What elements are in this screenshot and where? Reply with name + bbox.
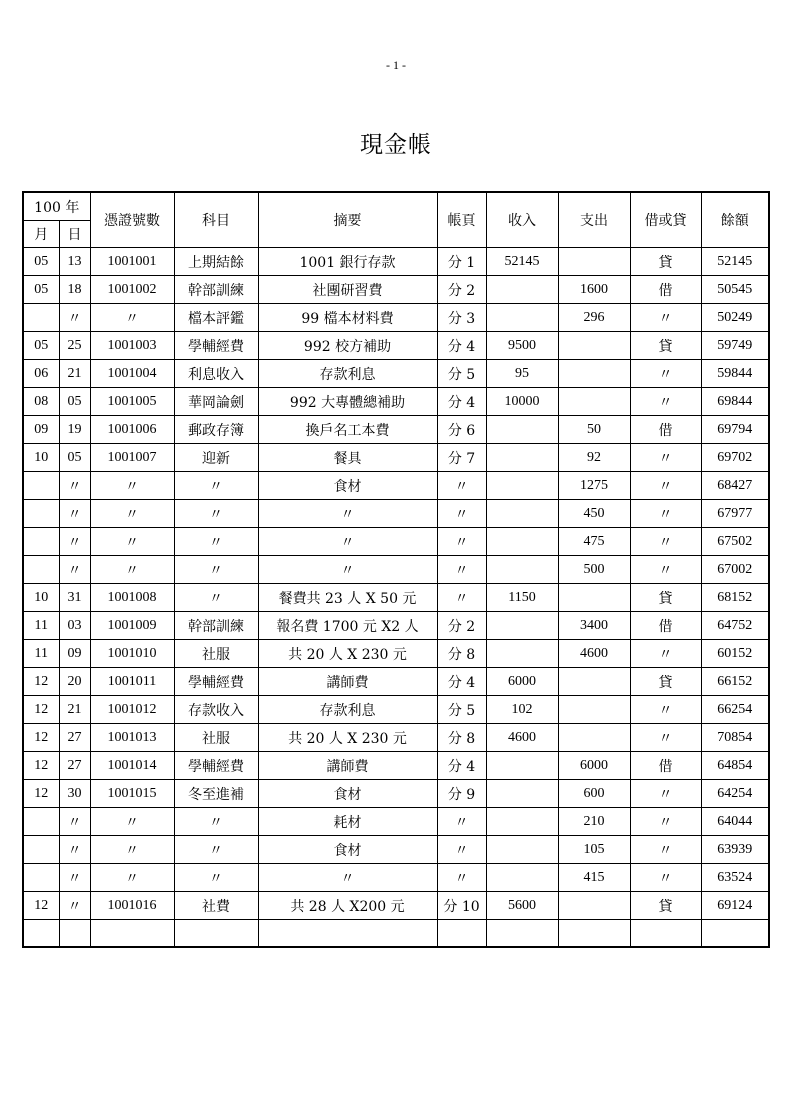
debit-credit-cell: 〃 (630, 500, 701, 528)
voucher-cell: 1001003 (90, 332, 174, 360)
income-cell: 102 (486, 696, 558, 724)
summary-cell: 共 20 人 X 230 元 (258, 640, 437, 668)
day-cell: 05 (59, 388, 90, 416)
subject-cell: 〃 (174, 500, 258, 528)
balance-cell: 67002 (701, 556, 769, 584)
summary-cell: 食材 (258, 472, 437, 500)
header-income: 收入 (486, 192, 558, 248)
subject-cell: 〃 (174, 864, 258, 892)
voucher-cell: 1001006 (90, 416, 174, 444)
balance-cell: 50249 (701, 304, 769, 332)
page-cell: 〃 (437, 584, 486, 612)
day-cell: 19 (59, 416, 90, 444)
income-cell (486, 864, 558, 892)
debit-credit-cell: 貸 (630, 248, 701, 276)
summary-cell: 存款利息 (258, 696, 437, 724)
debit-credit-cell: 〃 (630, 696, 701, 724)
voucher-cell: 1001013 (90, 724, 174, 752)
month-cell: 12 (23, 696, 59, 724)
income-cell (486, 500, 558, 528)
voucher-cell: 1001012 (90, 696, 174, 724)
subject-cell: 學輔經費 (174, 668, 258, 696)
day-cell: 〃 (59, 864, 90, 892)
header-day: 日 (59, 221, 90, 248)
debit-credit-cell: 〃 (630, 556, 701, 584)
subject-cell: 存款收入 (174, 696, 258, 724)
page-cell: 分 8 (437, 640, 486, 668)
month-cell (23, 920, 59, 947)
table-row (23, 584, 769, 612)
month-cell (23, 304, 59, 332)
voucher-cell: 1001008 (90, 584, 174, 612)
page-cell: 分 8 (437, 724, 486, 752)
expense-cell: 500 (558, 556, 630, 584)
subject-cell (174, 920, 258, 947)
summary-cell: 992 校方補助 (258, 332, 437, 360)
table-row (23, 472, 769, 500)
income-cell: 95 (486, 360, 558, 388)
summary-cell: 存款利息 (258, 360, 437, 388)
debit-credit-cell: 〃 (630, 472, 701, 500)
income-cell (486, 780, 558, 808)
debit-credit-cell: 貸 (630, 584, 701, 612)
table-row (23, 416, 769, 444)
debit-credit-cell: 貸 (630, 332, 701, 360)
income-cell: 6000 (486, 668, 558, 696)
day-cell: 13 (59, 248, 90, 276)
income-cell (486, 920, 558, 947)
debit-credit-cell: 借 (630, 276, 701, 304)
voucher-cell: 1001010 (90, 640, 174, 668)
balance-cell: 63939 (701, 836, 769, 864)
balance-cell: 69124 (701, 892, 769, 920)
income-cell: 1150 (486, 584, 558, 612)
expense-cell (558, 724, 630, 752)
income-cell (486, 612, 558, 640)
income-cell (486, 528, 558, 556)
income-cell (486, 640, 558, 668)
month-cell: 11 (23, 612, 59, 640)
summary-cell: 〃 (258, 528, 437, 556)
page-cell: 分 4 (437, 332, 486, 360)
header-month: 月 (23, 221, 59, 248)
table-row (23, 528, 769, 556)
subject-cell: 〃 (174, 472, 258, 500)
balance-cell: 67502 (701, 528, 769, 556)
header-summary: 摘要 (258, 192, 437, 248)
day-cell: 〃 (59, 472, 90, 500)
balance-cell: 69794 (701, 416, 769, 444)
balance-cell: 64752 (701, 612, 769, 640)
expense-cell (558, 584, 630, 612)
debit-credit-cell: 〃 (630, 808, 701, 836)
subject-cell: 幹部訓練 (174, 276, 258, 304)
voucher-cell: 1001016 (90, 892, 174, 920)
month-cell: 05 (23, 248, 59, 276)
balance-cell: 69844 (701, 388, 769, 416)
debit-credit-cell: 貸 (630, 892, 701, 920)
voucher-cell: 1001015 (90, 780, 174, 808)
debit-credit-cell: 〃 (630, 360, 701, 388)
voucher-cell: 〃 (90, 528, 174, 556)
subject-cell: 華岡論劍 (174, 388, 258, 416)
expense-cell: 450 (558, 500, 630, 528)
day-cell: 〃 (59, 892, 90, 920)
page-cell: 分 10 (437, 892, 486, 920)
page-cell: 分 1 (437, 248, 486, 276)
subject-cell: 幹部訓練 (174, 612, 258, 640)
expense-cell (558, 332, 630, 360)
table-body (23, 248, 769, 947)
voucher-cell: 1001007 (90, 444, 174, 472)
day-cell: 05 (59, 444, 90, 472)
day-cell: 03 (59, 612, 90, 640)
table-row (23, 640, 769, 668)
summary-cell: 耗材 (258, 808, 437, 836)
balance-cell: 64044 (701, 808, 769, 836)
expense-cell: 105 (558, 836, 630, 864)
page-cell: 〃 (437, 864, 486, 892)
debit-credit-cell: 借 (630, 612, 701, 640)
subject-cell: 迎新 (174, 444, 258, 472)
page-cell: 分 9 (437, 780, 486, 808)
debit-credit-cell: 〃 (630, 528, 701, 556)
expense-cell: 475 (558, 528, 630, 556)
balance-cell: 69702 (701, 444, 769, 472)
summary-cell: 〃 (258, 556, 437, 584)
voucher-cell: 〃 (90, 836, 174, 864)
expense-cell: 92 (558, 444, 630, 472)
table-row (23, 920, 769, 947)
debit-credit-cell: 〃 (630, 724, 701, 752)
table-row (23, 836, 769, 864)
subject-cell: 郵政存簿 (174, 416, 258, 444)
debit-credit-cell: 借 (630, 416, 701, 444)
month-cell: 10 (23, 584, 59, 612)
month-cell (23, 808, 59, 836)
voucher-cell: 1001011 (90, 668, 174, 696)
page-cell: 分 5 (437, 696, 486, 724)
table-header (23, 192, 769, 248)
balance-cell: 66152 (701, 668, 769, 696)
income-cell: 4600 (486, 724, 558, 752)
table-row (23, 500, 769, 528)
month-cell: 12 (23, 724, 59, 752)
summary-cell: 換戶名工本費 (258, 416, 437, 444)
header-page: 帳頁 (437, 192, 486, 248)
table-row (23, 360, 769, 388)
income-cell (486, 444, 558, 472)
subject-cell: 社服 (174, 724, 258, 752)
balance-cell: 60152 (701, 640, 769, 668)
expense-cell: 50 (558, 416, 630, 444)
table-row (23, 612, 769, 640)
month-cell: 08 (23, 388, 59, 416)
day-cell: 18 (59, 276, 90, 304)
month-cell: 12 (23, 668, 59, 696)
summary-cell: 講師費 (258, 752, 437, 780)
debit-credit-cell: 〃 (630, 444, 701, 472)
debit-credit-cell: 〃 (630, 836, 701, 864)
page-number: - 1 - (386, 58, 406, 72)
day-cell: 〃 (59, 556, 90, 584)
summary-cell: 992 大專體總補助 (258, 388, 437, 416)
debit-credit-cell: 〃 (630, 388, 701, 416)
income-cell (486, 276, 558, 304)
document-title: 現金帳 (360, 132, 432, 158)
balance-cell: 50545 (701, 276, 769, 304)
page-cell: 分 6 (437, 416, 486, 444)
table-row (23, 724, 769, 752)
table-row (23, 780, 769, 808)
month-cell: 05 (23, 332, 59, 360)
day-cell: 09 (59, 640, 90, 668)
subject-cell: 上期結餘 (174, 248, 258, 276)
day-cell: 21 (59, 696, 90, 724)
page-cell: 分 4 (437, 388, 486, 416)
subject-cell: 社費 (174, 892, 258, 920)
day-cell: 27 (59, 724, 90, 752)
voucher-cell: 〃 (90, 808, 174, 836)
voucher-cell: 1001005 (90, 388, 174, 416)
subject-cell: 〃 (174, 528, 258, 556)
table-row (23, 752, 769, 780)
day-cell: 〃 (59, 500, 90, 528)
table-row (23, 808, 769, 836)
voucher-cell: 1001014 (90, 752, 174, 780)
expense-cell: 6000 (558, 752, 630, 780)
summary-cell: 講師費 (258, 668, 437, 696)
voucher-cell: 〃 (90, 864, 174, 892)
debit-credit-cell: 〃 (630, 864, 701, 892)
expense-cell: 415 (558, 864, 630, 892)
debit-credit-cell: 〃 (630, 304, 701, 332)
cash-ledger-table (22, 191, 770, 948)
table-row (23, 892, 769, 920)
month-cell: 12 (23, 780, 59, 808)
month-cell: 11 (23, 640, 59, 668)
debit-credit-cell: 〃 (630, 640, 701, 668)
income-cell: 10000 (486, 388, 558, 416)
page-cell: 〃 (437, 808, 486, 836)
balance-cell: 64254 (701, 780, 769, 808)
income-cell (486, 752, 558, 780)
table-row (23, 864, 769, 892)
income-cell: 52145 (486, 248, 558, 276)
balance-cell: 66254 (701, 696, 769, 724)
day-cell: 27 (59, 752, 90, 780)
income-cell (486, 808, 558, 836)
table-row (23, 696, 769, 724)
voucher-cell: 1001002 (90, 276, 174, 304)
month-cell (23, 864, 59, 892)
day-cell: 〃 (59, 836, 90, 864)
expense-cell (558, 696, 630, 724)
month-cell: 09 (23, 416, 59, 444)
day-cell: 31 (59, 584, 90, 612)
balance-cell: 68427 (701, 472, 769, 500)
summary-cell: 1001 銀行存款 (258, 248, 437, 276)
debit-credit-cell (630, 920, 701, 947)
expense-cell: 1600 (558, 276, 630, 304)
page-cell: 〃 (437, 556, 486, 584)
table-row (23, 668, 769, 696)
day-cell: 〃 (59, 304, 90, 332)
summary-cell: 社團研習費 (258, 276, 437, 304)
subject-cell: 檔本評鑑 (174, 304, 258, 332)
expense-cell (558, 892, 630, 920)
page-cell: 分 3 (437, 304, 486, 332)
header-balance: 餘額 (701, 192, 769, 248)
day-cell: 30 (59, 780, 90, 808)
header-year: 100 年 (23, 192, 90, 221)
voucher-cell: 1001001 (90, 248, 174, 276)
summary-cell: 〃 (258, 500, 437, 528)
day-cell (59, 920, 90, 947)
page-cell: 〃 (437, 528, 486, 556)
header-expense: 支出 (558, 192, 630, 248)
month-cell (23, 500, 59, 528)
table-row (23, 388, 769, 416)
month-cell (23, 836, 59, 864)
table-row (23, 332, 769, 360)
balance-cell: 64854 (701, 752, 769, 780)
expense-cell (558, 248, 630, 276)
page-cell: 分 2 (437, 276, 486, 304)
summary-cell (258, 920, 437, 947)
page-cell: 分 7 (437, 444, 486, 472)
expense-cell: 296 (558, 304, 630, 332)
voucher-cell: 1001004 (90, 360, 174, 388)
table-row (23, 304, 769, 332)
balance-cell (701, 920, 769, 947)
page-cell: 分 4 (437, 668, 486, 696)
summary-cell: 餐具 (258, 444, 437, 472)
summary-cell: 食材 (258, 836, 437, 864)
balance-cell: 59844 (701, 360, 769, 388)
month-cell: 05 (23, 276, 59, 304)
page-cell: 分 5 (437, 360, 486, 388)
summary-cell: 共 20 人 X 230 元 (258, 724, 437, 752)
income-cell (486, 416, 558, 444)
voucher-cell: 〃 (90, 556, 174, 584)
income-cell (486, 836, 558, 864)
month-cell (23, 528, 59, 556)
subject-cell: 學輔經費 (174, 752, 258, 780)
balance-cell: 59749 (701, 332, 769, 360)
voucher-cell: 〃 (90, 304, 174, 332)
subject-cell: 社服 (174, 640, 258, 668)
income-cell (486, 556, 558, 584)
expense-cell (558, 360, 630, 388)
income-cell: 5600 (486, 892, 558, 920)
subject-cell: 利息收入 (174, 360, 258, 388)
balance-cell: 63524 (701, 864, 769, 892)
voucher-cell: 〃 (90, 472, 174, 500)
summary-cell: 共 28 人 X200 元 (258, 892, 437, 920)
page-cell: 〃 (437, 500, 486, 528)
month-cell (23, 556, 59, 584)
balance-cell: 52145 (701, 248, 769, 276)
voucher-cell: 〃 (90, 500, 174, 528)
month-cell: 12 (23, 752, 59, 780)
expense-cell (558, 920, 630, 947)
voucher-cell (90, 920, 174, 947)
income-cell (486, 304, 558, 332)
day-cell: 21 (59, 360, 90, 388)
subject-cell: 學輔經費 (174, 332, 258, 360)
subject-cell: 〃 (174, 808, 258, 836)
table-row (23, 248, 769, 276)
table-row (23, 444, 769, 472)
page-cell (437, 920, 486, 947)
header-voucher: 憑證號數 (90, 192, 174, 248)
day-cell: 〃 (59, 528, 90, 556)
subject-cell: 〃 (174, 584, 258, 612)
expense-cell: 210 (558, 808, 630, 836)
summary-cell: 99 檔本材料費 (258, 304, 437, 332)
income-cell (486, 472, 558, 500)
month-cell (23, 472, 59, 500)
debit-credit-cell: 〃 (630, 780, 701, 808)
day-cell: 25 (59, 332, 90, 360)
page-cell: 分 4 (437, 752, 486, 780)
subject-cell: 〃 (174, 836, 258, 864)
subject-cell: 〃 (174, 556, 258, 584)
income-cell: 9500 (486, 332, 558, 360)
day-cell: 〃 (59, 808, 90, 836)
debit-credit-cell: 貸 (630, 668, 701, 696)
page-cell: 〃 (437, 836, 486, 864)
expense-cell (558, 668, 630, 696)
balance-cell: 68152 (701, 584, 769, 612)
summary-cell: 〃 (258, 864, 437, 892)
table-row (23, 276, 769, 304)
voucher-cell: 1001009 (90, 612, 174, 640)
month-cell: 12 (23, 892, 59, 920)
header-subject: 科目 (174, 192, 258, 248)
summary-cell: 餐費共 23 人 X 50 元 (258, 584, 437, 612)
header-debit-credit: 借或貸 (630, 192, 701, 248)
expense-cell (558, 388, 630, 416)
balance-cell: 70854 (701, 724, 769, 752)
month-cell: 10 (23, 444, 59, 472)
day-cell: 20 (59, 668, 90, 696)
expense-cell: 600 (558, 780, 630, 808)
page-cell: 〃 (437, 472, 486, 500)
page-cell: 分 2 (437, 612, 486, 640)
month-cell: 06 (23, 360, 59, 388)
table-row (23, 556, 769, 584)
balance-cell: 67977 (701, 500, 769, 528)
summary-cell: 報名費 1700 元 X2 人 (258, 612, 437, 640)
summary-cell: 食材 (258, 780, 437, 808)
expense-cell: 1275 (558, 472, 630, 500)
expense-cell: 4600 (558, 640, 630, 668)
subject-cell: 冬至進補 (174, 780, 258, 808)
debit-credit-cell: 借 (630, 752, 701, 780)
expense-cell: 3400 (558, 612, 630, 640)
